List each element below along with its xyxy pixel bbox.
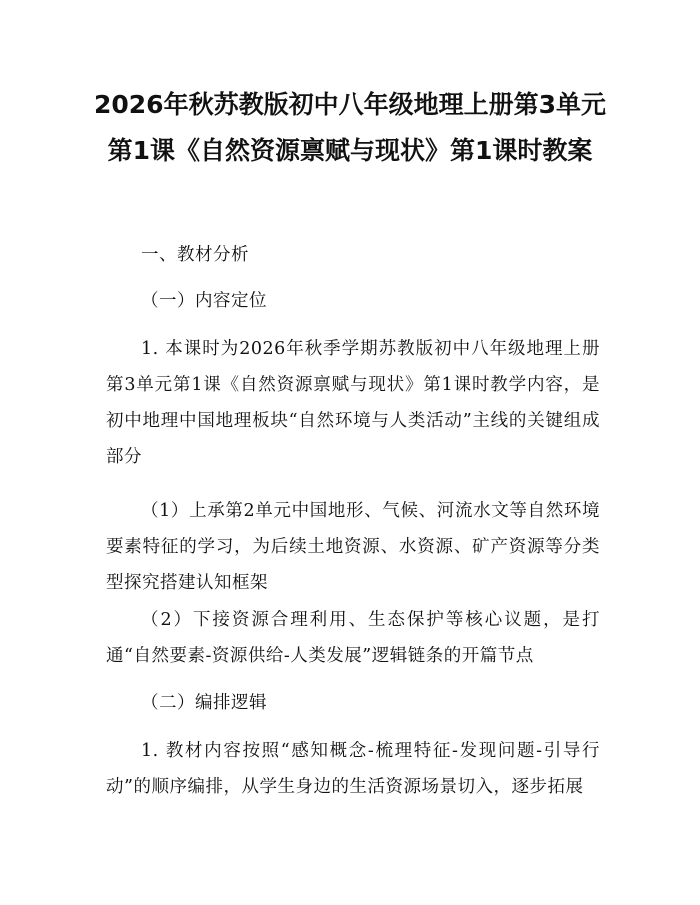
paragraph-arrangement-sequence: 1. 教材内容按照“感知概念-梳理特征-发现问题-引导行动”的顺序编排，从学生身边的生活资源场景切入，逐步拓展 — [106, 741, 600, 797]
document-title: 2026年秋苏教版初中八年级地理上册第3单元第1课《自然资源禀赋与现状》第1课时教案 — [94, 90, 606, 165]
subsection-heading-arrangement-logic: （二）编排逻辑 — [141, 693, 267, 713]
subsection-heading-content-positioning: （一）内容定位 — [141, 291, 267, 311]
paragraph-following-topics: （2）下接资源合理利用、生态保护等核心议题，是打通“自然要素-资源供给-人类发展”逻辑链条的开篇节点 — [106, 610, 600, 666]
section-heading-materials-analysis: 一、教材分析 — [141, 245, 249, 265]
paragraph-lesson-overview: 1. 本课时为2026年秋季学期苏教版初中八年级地理上册第3单元第1课《自然资源禀赋与现状》第1课时教学内容，是初中地理中国地理板块“自然环境与人类活动”主线的关键组成部分 — [106, 339, 600, 467]
paragraph-prior-learning: （1）上承第2单元中国地形、气候、河流水文等自然环境要素特征的学习，为后续土地资源、水资源、矿产资源等分类型探究搭建认知框架 — [106, 501, 600, 593]
